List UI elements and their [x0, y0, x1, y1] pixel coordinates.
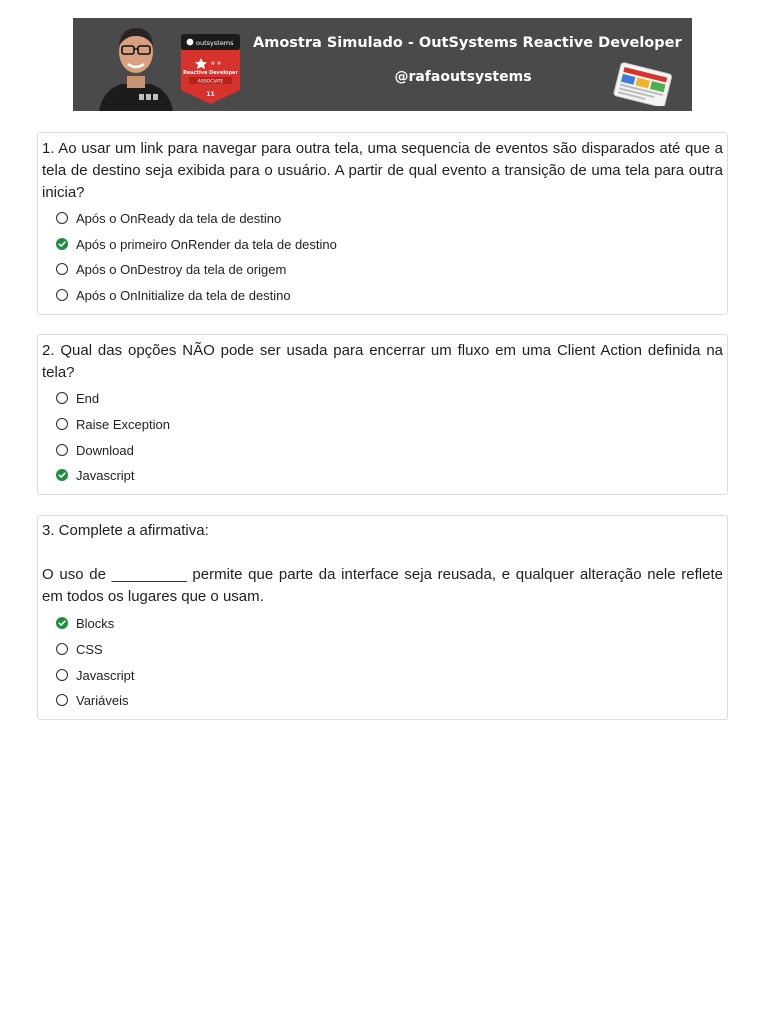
radio-empty-icon[interactable]: [56, 418, 68, 430]
question-card-3: [37, 515, 728, 720]
option-label: Javascript: [76, 467, 135, 483]
option-label: Download: [76, 442, 134, 458]
option-label: CSS: [76, 641, 103, 657]
certification-badge: [181, 34, 240, 104]
option-label: End: [76, 390, 100, 406]
question-line: 3. Complete a afirmativa:: [42, 522, 209, 539]
radio-empty-icon[interactable]: [56, 392, 68, 404]
spacer: [42, 542, 723, 564]
option-row[interactable]: [56, 209, 281, 227]
header-banner: [73, 18, 692, 111]
question-line: 2. Qual das opções NÃO pode ser usada para encerrar um fluxo em uma Client Action definida na tela?: [42, 342, 723, 381]
option-row[interactable]: [56, 286, 291, 304]
banner-title: Amostra Simulado - OutSystems Reactive Developer: [253, 35, 682, 51]
question-text: [42, 340, 723, 384]
svg-text:outsystems: outsystems: [196, 39, 234, 47]
radio-empty-icon[interactable]: [56, 694, 68, 706]
option-label: Raise Exception: [76, 416, 170, 432]
option-row[interactable]: [56, 441, 134, 459]
option-row[interactable]: [56, 415, 170, 433]
question-text: [42, 138, 723, 204]
question-line: 1. Ao usar um link para navegar para outra tela, uma sequencia de eventos são disparados até que a tela de destino seja exibida para o usuário. A partir de qual evento a transição de uma tela para outra inicia?: [42, 140, 723, 201]
radio-empty-icon[interactable]: [56, 669, 68, 681]
option-row-correct[interactable]: [56, 466, 135, 484]
option-row-correct[interactable]: [56, 614, 114, 632]
option-row[interactable]: [56, 666, 135, 684]
option-label: Javascript: [76, 667, 135, 683]
radio-empty-icon[interactable]: [56, 643, 68, 655]
option-label: Após o OnInitialize da tela de destino: [76, 287, 291, 303]
option-label: Blocks: [76, 615, 115, 631]
radio-empty-icon[interactable]: [56, 289, 68, 301]
radio-empty-icon[interactable]: [56, 212, 68, 224]
banner-handle: @rafaoutsystems: [394, 69, 532, 85]
radio-empty-icon[interactable]: [56, 263, 68, 275]
svg-text:11: 11: [206, 91, 215, 98]
option-row[interactable]: [56, 389, 99, 407]
tablet-mockup-icon: [611, 62, 675, 106]
check-circle-icon[interactable]: [56, 469, 68, 481]
svg-text:Reactive Developer: Reactive Developer: [183, 70, 238, 76]
option-label: Variáveis: [76, 692, 129, 708]
option-row-correct[interactable]: [56, 235, 337, 253]
check-circle-icon[interactable]: [56, 617, 68, 629]
option-label: Após o primeiro OnRender da tela de destino: [76, 236, 337, 252]
option-label: Após o OnReady da tela de destino: [76, 210, 282, 226]
question-card-2: [37, 334, 728, 495]
option-row[interactable]: [56, 260, 286, 278]
option-label: Após o OnDestroy da tela de origem: [76, 261, 287, 277]
question-card-1: [37, 132, 728, 315]
radio-empty-icon[interactable]: [56, 444, 68, 456]
question-line: O uso de _________ permite que parte da interface seja reusada, e qualquer alteração nele reflete em todos os lugares que o usam.: [42, 566, 723, 605]
option-row[interactable]: [56, 691, 129, 709]
question-text: [42, 520, 723, 608]
svg-text:ASSOCIATE: ASSOCIATE: [197, 79, 224, 85]
check-circle-icon[interactable]: [56, 238, 68, 250]
presenter-photo: [95, 18, 177, 111]
option-row[interactable]: [56, 640, 103, 658]
